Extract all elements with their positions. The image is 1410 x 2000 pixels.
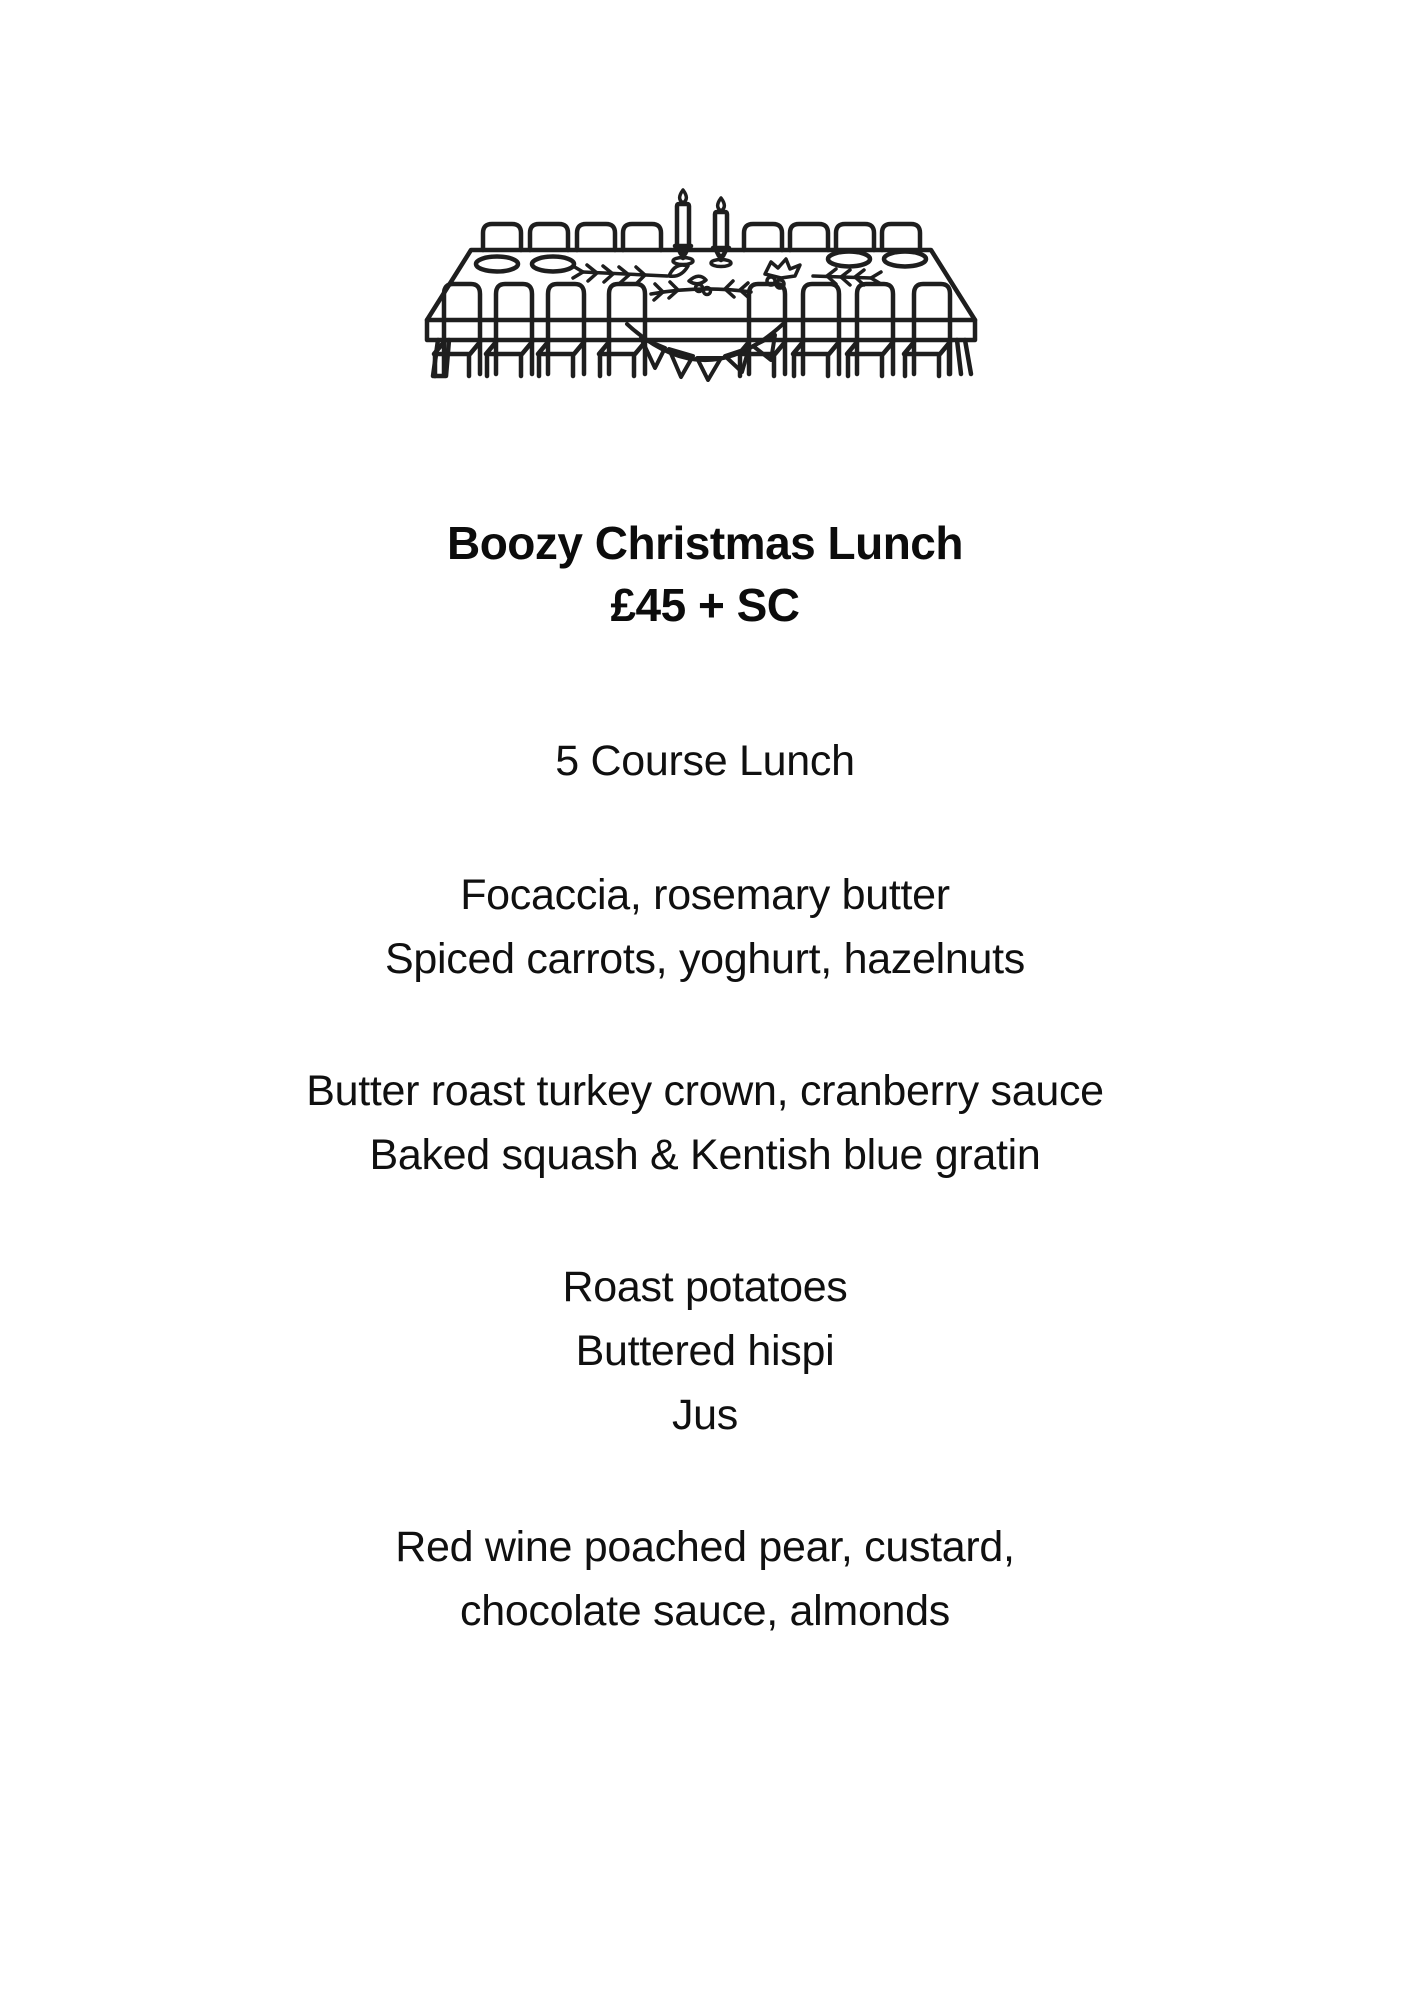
- menu-line: Buttered hispi: [575, 1327, 835, 1375]
- menu-header: [0, 512, 1410, 636]
- menu-line: Jus: [671, 1391, 738, 1439]
- course-sides: [0, 1255, 1410, 1447]
- menu-body: [0, 729, 1410, 1643]
- menu-price: £45 + SC: [610, 579, 800, 631]
- back-chairs-icon: [483, 224, 920, 250]
- course-snacks: [0, 863, 1410, 991]
- christmas-table-illustration: [415, 188, 995, 382]
- plates-icon: [476, 252, 926, 272]
- menu-line: Baked squash & Kentish blue gratin: [369, 1131, 1041, 1179]
- course-mains: [0, 1059, 1410, 1187]
- menu-line: Roast potatoes: [562, 1263, 848, 1311]
- menu-line: Butter roast turkey crown, cranberry sauce: [306, 1067, 1104, 1115]
- bunting-icon: [627, 324, 783, 380]
- candles-icon: [673, 190, 731, 267]
- course-dessert: [0, 1515, 1410, 1643]
- front-chairs-icon: [434, 284, 950, 376]
- menu-line: Focaccia, rosemary butter: [460, 871, 950, 919]
- menu-line: Red wine poached pear, custard,: [395, 1523, 1015, 1571]
- table-illustration-svg: [415, 188, 995, 382]
- menu-line: Spiced carrots, yoghurt, hazelnuts: [385, 935, 1025, 983]
- menu-title: Boozy Christmas Lunch: [446, 517, 963, 569]
- course-count-line: 5 Course Lunch: [555, 737, 855, 785]
- menu-line: chocolate sauce, almonds: [460, 1587, 950, 1635]
